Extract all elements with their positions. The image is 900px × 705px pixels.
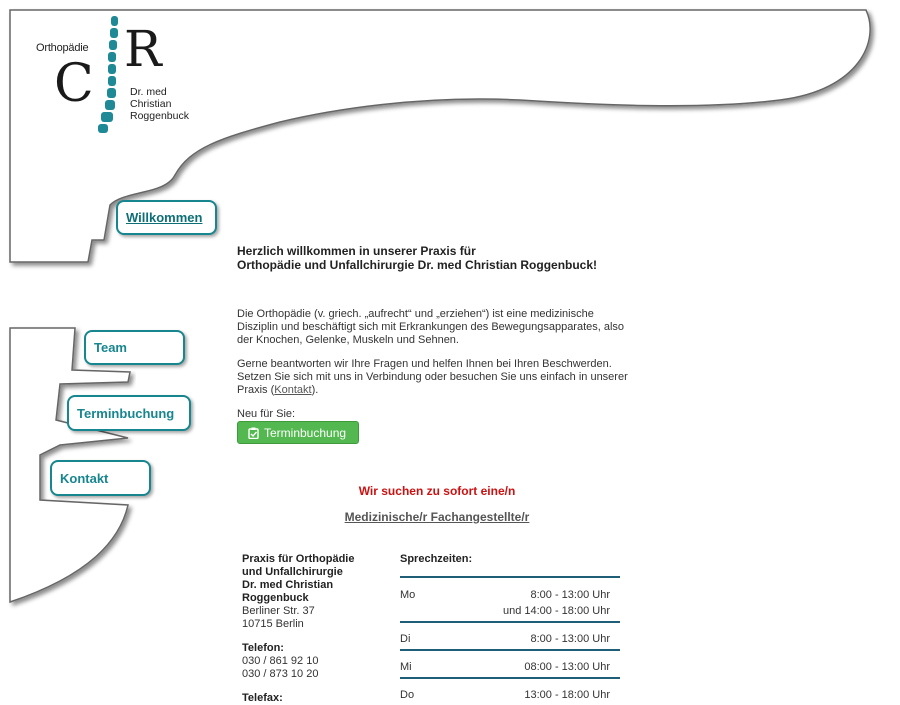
fax-label: Telefax: [242, 692, 283, 704]
welcome-line-2: Orthopädie und Unfallchirurgie Dr. med Christian Roggenbuck! [237, 258, 598, 272]
intro-paragraph: Die Orthopädie (v. griech. „aufrecht“ und „erziehen“) ist eine medizinische Disziplin und beschäftigt sich mit Erkrankungen des Bewegungsapparates, also der Knochen, Gelenke, Muskeln und Sehnen. [237, 308, 625, 346]
job-link[interactable]: Medizinische/r Fachangestellte/r [344, 510, 530, 524]
phone-1: 030 / 861 92 10 [242, 655, 319, 667]
hours-time: 8:00 - 13:00 Uhr [530, 633, 610, 645]
main-content [237, 244, 637, 421]
hours-time: 13:00 - 18:00 Uhr [524, 689, 610, 701]
welcome-heading [237, 244, 637, 272]
clipboard-check-icon [248, 427, 259, 439]
phone-2: 030 / 873 10 20 [242, 668, 319, 680]
logo-doctor-name [130, 86, 189, 122]
welcome-line-1: Herzlich willkommen in unserer Praxis für [237, 244, 476, 258]
logo-letter-c: C [54, 54, 94, 114]
logo-specialty: Orthopädie [36, 42, 89, 54]
logo-last-name: Roggenbuck [130, 110, 189, 122]
hours-divider [400, 649, 620, 651]
job-heading: Wir suchen zu sofort eine/n [358, 484, 516, 498]
nav-contact-button[interactable]: Kontakt [50, 460, 151, 496]
contact-paragraph-end: ). [311, 384, 319, 396]
address-line-4: Roggenbuck [242, 592, 309, 604]
hours-day: Mo [400, 589, 416, 601]
address-line-2: und Unfallchirurgie [242, 566, 343, 578]
hours-heading: Sprechzeiten: [400, 553, 473, 565]
nav-team-button[interactable]: Team [84, 330, 185, 365]
hours-time: 8:00 - 13:00 Uhr [530, 589, 610, 601]
hours-time-2: und 14:00 - 18:00 Uhr [502, 605, 610, 617]
hours-day: Mi [400, 661, 412, 673]
hours-time: 08:00 - 13:00 Uhr [524, 661, 610, 673]
contact-paragraph [237, 358, 637, 397]
booking-button[interactable] [237, 421, 359, 444]
address-line-3: Dr. med Christian [242, 579, 334, 591]
phone-label: Telefon: [242, 642, 284, 654]
contact-paragraph-start: Gerne beantworten wir Ihre Fragen und helfen Ihnen bei Ihren Beschwerden. Setzen Sie sich mit uns in Verbindung oder besuchen Sie uns einfach in unserer Praxis ( [237, 358, 628, 396]
practice-address [242, 553, 382, 705]
address-street: Berliner Str. 37 [242, 605, 315, 617]
nav-booking-button[interactable]: Terminbuchung [67, 395, 191, 431]
hours-divider [400, 576, 620, 578]
booking-button-label: Terminbuchung [264, 425, 347, 440]
hours-divider [400, 621, 620, 623]
logo-letter-r: R [124, 20, 162, 78]
address-city: 10715 Berlin [242, 618, 304, 630]
hours-divider [400, 677, 620, 679]
logo-first-name: Christian [130, 98, 172, 110]
new-label: Neu für Sie: [237, 408, 296, 420]
contact-link[interactable]: Kontakt [274, 384, 312, 396]
nav-welcome-button[interactable]: Willkommen [116, 200, 217, 235]
hours-day: Di [400, 633, 411, 645]
logo-title: Dr. med [130, 86, 167, 98]
address-line-1: Praxis für Orthopädie [242, 553, 355, 565]
hours-day: Do [400, 689, 415, 701]
